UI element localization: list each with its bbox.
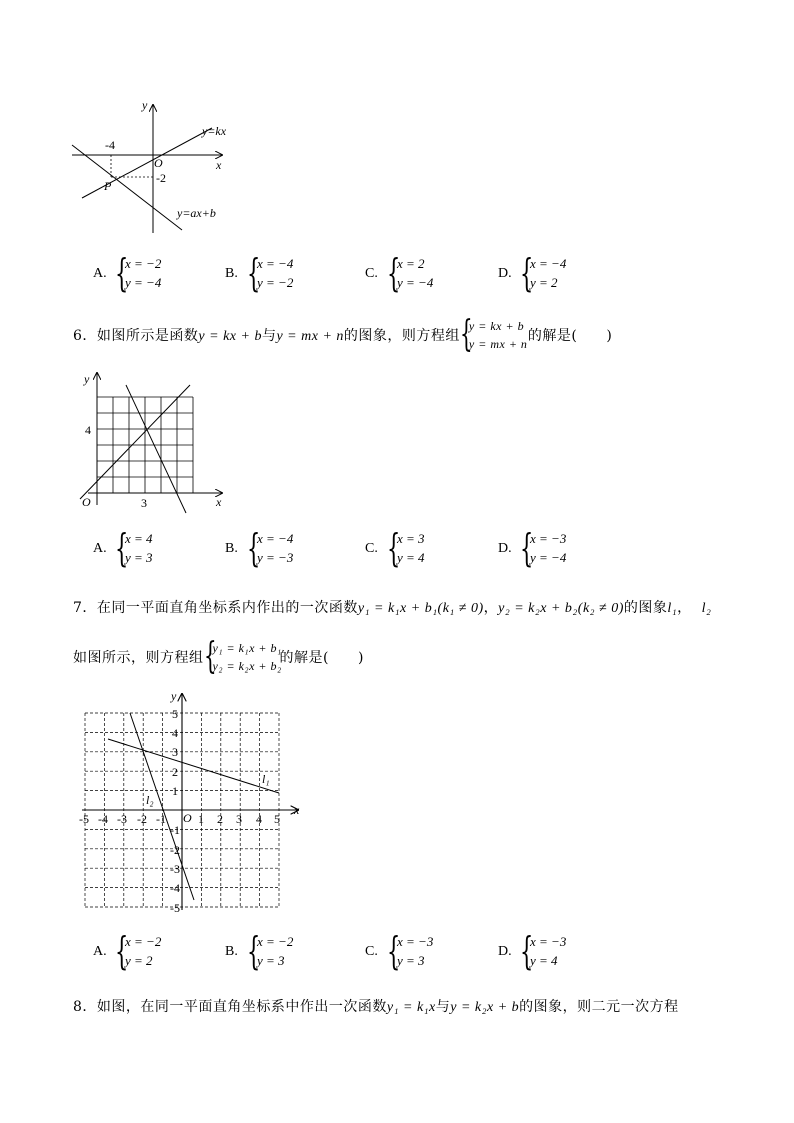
figure-3 <box>72 688 312 920</box>
x-label: x <box>216 158 222 172</box>
y-tick: -4 <box>170 881 180 895</box>
line-l2 <box>130 713 194 900</box>
x-label: x <box>294 803 300 817</box>
origin-label: O <box>82 495 91 509</box>
y-tick: -5 <box>170 901 180 915</box>
y-tick: -1 <box>170 823 180 837</box>
line-l1 <box>108 739 279 793</box>
figure-1 <box>60 95 260 240</box>
q7-option-c[interactable]: C. { x = −3 y = 3 <box>365 929 434 973</box>
line-kx <box>82 128 212 198</box>
q5-option-c[interactable]: C. { x = 2 y = −4 <box>365 251 434 295</box>
tick-neg4: -4 <box>105 138 115 152</box>
q6-system: { y = kx + b y = mx + n <box>459 314 528 355</box>
label-ax-b: y=ax+b <box>177 206 216 220</box>
tick-neg2: -2 <box>156 171 166 185</box>
q6-option-d[interactable]: D. { x = −3 y = −4 <box>498 526 567 570</box>
x-tick: 4 <box>256 812 262 826</box>
y-tick: -2 <box>170 843 180 857</box>
q5-option-a[interactable]: A. { x = −2 y = −4 <box>93 251 162 295</box>
question-7-line-2: 如图所示，则方程组 { y₁ = k₁x + b₁ y₂ = k₂x + b₂ 的解是( ) <box>73 636 364 677</box>
point-p: P <box>104 179 112 193</box>
x-tick: -1 <box>156 812 166 826</box>
q6-option-a[interactable]: A. { x = 4 y = 3 <box>93 526 153 570</box>
q5-option-d[interactable]: D. { x = −4 y = 2 <box>498 251 567 295</box>
label-l1: l₁ <box>262 772 270 786</box>
label-kx: y=kx <box>202 124 227 138</box>
q6-option-c[interactable]: C. { x = 3 y = 4 <box>365 526 425 570</box>
x-tick: 1 <box>198 812 204 826</box>
q6-option-b[interactable]: B. { x = −4 y = −3 <box>225 526 294 570</box>
origin-label: O <box>183 811 192 825</box>
q7-option-b[interactable]: B. { x = −2 y = 3 <box>225 929 294 973</box>
question-8: 8．如图，在同一平面直角坐标系中作出一次函数y₁ = k₁x与y = k₂x + b的图象，则二元一次方程 <box>73 999 679 1015</box>
q5-option-b[interactable]: B. { x = −4 y = −2 <box>225 251 294 295</box>
x-tick: -5 <box>79 812 89 826</box>
y-tick: 3 <box>172 745 178 759</box>
q7-system: { y₁ = k₁x + b₁ y₂ = k₂x + b₂ <box>203 636 282 677</box>
label-l2: l₂ <box>146 793 154 807</box>
x-label: x <box>216 495 222 509</box>
q7-option-d[interactable]: D. { x = −3 y = 4 <box>498 929 567 973</box>
y-tick: 1 <box>172 784 178 798</box>
y-label: y <box>84 372 90 386</box>
x-tick: 2 <box>217 812 223 826</box>
y-tick: 4 <box>172 726 178 740</box>
figure-2 <box>70 365 230 515</box>
grid <box>97 397 193 493</box>
x-tick: -3 <box>117 812 127 826</box>
y-label: y <box>171 689 177 703</box>
y-tick: 5 <box>172 707 178 721</box>
line-ax-b <box>72 145 182 230</box>
tick-4: 4 <box>85 423 91 437</box>
y-tick-labels <box>170 707 180 915</box>
x-tick: 3 <box>236 812 242 826</box>
tick-3: 3 <box>141 496 147 510</box>
y-label: y <box>142 98 148 112</box>
y-tick: -3 <box>170 862 180 876</box>
question-7-line-1: 7．在同一平面直角坐标系内作出的一次函数y₁ = k₁x + b₁(k₁ ≠ 0)，y₂ = k₂x + b₂(k₂ ≠ 0)的图象l₁， l₂ <box>73 600 712 616</box>
q7-option-a[interactable]: A. { x = −2 y = 2 <box>93 929 162 973</box>
origin-label: O <box>154 156 163 170</box>
x-tick: 5 <box>274 812 280 826</box>
question-6: 6．如图所示是函数y = kx + b与y = mx + n的图象，则方程组 { y = kx + b y = mx + n 的解是( ) <box>73 314 613 355</box>
x-tick: -2 <box>137 812 147 826</box>
x-tick: -4 <box>98 812 108 826</box>
y-tick: 2 <box>172 765 178 779</box>
